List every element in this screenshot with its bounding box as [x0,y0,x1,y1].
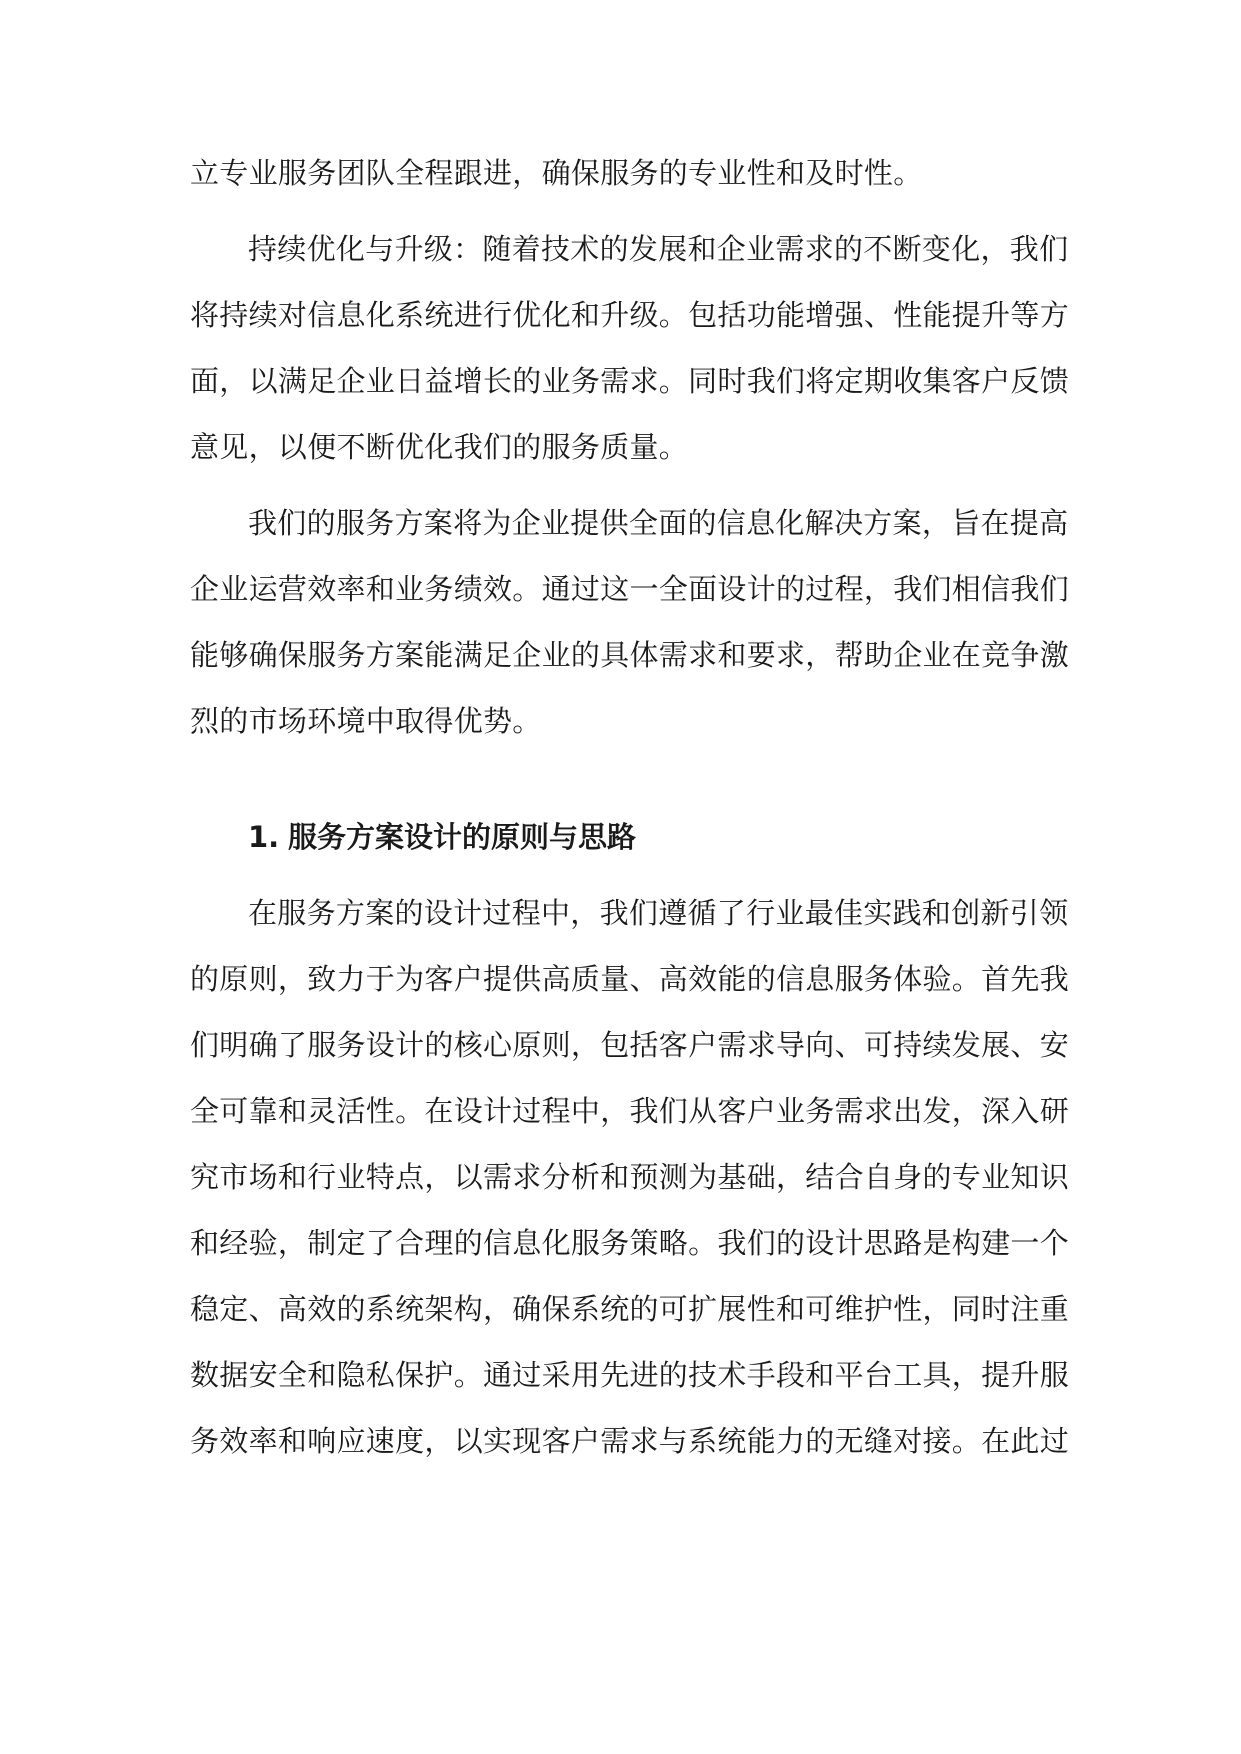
paragraph-line: 务效率和响应速度，以实现客户需求与系统能力的无缝对接。在此过 [190,1424,1070,1458]
paragraph-line: 能够确保服务方案能满足企业的具体需求和要求，帮助企业在竞争激 [190,638,1070,672]
paragraph [190,216,1070,480]
paragraph [190,880,1070,1474]
paragraph [190,490,1070,754]
paragraph-line: 企业运营效率和业务绩效。通过这一全面设计的过程，我们相信我们 [190,572,1070,606]
paragraph-line: 和经验，制定了合理的信息化服务策略。我们的设计思路是构建一个 [190,1226,1070,1260]
paragraph-line: 我们的服务方案将为企业提供全面的信息化解决方案，旨在提高 [248,506,1069,540]
paragraph-line: 们明确了服务设计的核心原则，包括客户需求导向、可持续发展、安 [190,1028,1070,1062]
section-title: 服务方案设计的原则与思路 [288,820,637,854]
paragraph-line: 究市场和行业特点，以需求分析和预测为基础，结合自身的专业知识 [190,1160,1070,1194]
paragraph-line: 在服务方案的设计过程中，我们遵循了行业最佳实践和创新引领 [248,896,1069,930]
section-heading [190,804,1062,870]
section [190,804,1070,1474]
paragraph-line: 的原则，致力于为客户提供高质量、高效能的信息服务体验。首先我 [190,962,1070,996]
paragraph-line: 数据安全和隐私保护。通过采用先进的技术手段和平台工具，提升服 [190,1358,1070,1392]
paragraph-line: 烈的市场环境中取得优势。 [190,704,542,738]
paragraph-line: 持续优化与升级：随着技术的发展和企业需求的不断变化，我们 [248,232,1069,266]
paragraph-line: 将持续对信息化系统进行优化和升级。包括功能增强、性能提升等方 [190,298,1070,332]
paragraph-line: 面，以满足企业日益增长的业务需求。同时我们将定期收集客户反馈 [190,364,1070,398]
paragraph-line: 稳定、高效的系统架构，确保系统的可扩展性和可维护性，同时注重 [190,1292,1070,1326]
paragraph-line: 立专业服务团队全程跟进，确保服务的专业性和及时性。 [190,156,923,190]
paragraph-line: 全可靠和灵活性。在设计过程中，我们从客户业务需求出发，深入研 [190,1094,1070,1128]
document-body [190,140,1070,1474]
paragraph-line: 意见，以便不断优化我们的服务质量。 [190,430,689,464]
section-number: 1. [248,820,280,854]
